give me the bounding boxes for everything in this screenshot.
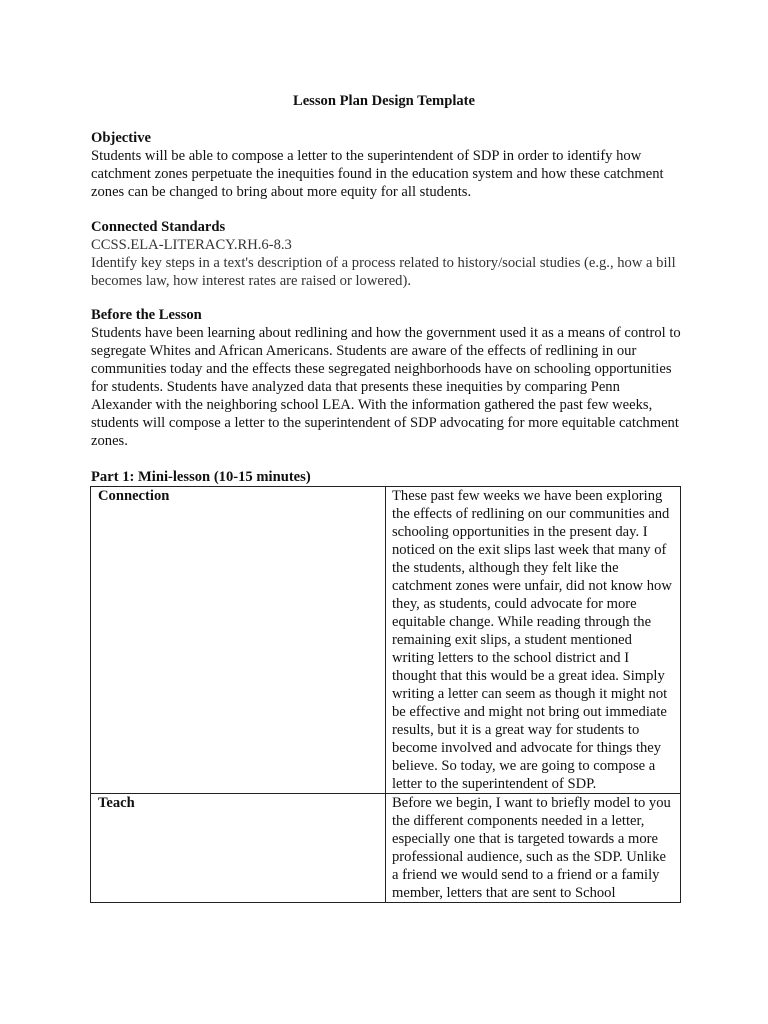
- before-lesson-section: [91, 306, 681, 450]
- table-row: [91, 487, 681, 794]
- objective-text: Students will be able to compose a letter to the superintendent of SDP in order to identify how catchment zones perpetuate the inequities found in the education system and how these catchment zones can be changed to bring about more equity for all students.: [91, 148, 664, 200]
- before-lesson-text: Students have been learning about redlining and how the government used it as a means of control to segregate Whites and African Americans. Students are aware of the effects of redlining in our communities today and the effects these segregated neighborhoods have on schooling opportunities for students. Students have analyzed data that presents these inequities by comparing Penn Alexander with the neighboring school LEA. With the information gathered the past few weeks, students will compose a letter to the superintendent of SDP advocating for more equitable catchment zones.: [91, 325, 681, 449]
- teach-text: Before we begin, I want to briefly model to you the different components needed in a letter, especially one that is targeted towards a more professional audience, such as the SDP. Unlike a friend we would send to a friend or a family member, letters that are sent to School: [386, 794, 681, 903]
- part1-heading: Part 1: Mini-lesson (10-15 minutes): [91, 469, 311, 485]
- objective-section: [91, 129, 681, 201]
- before-lesson-heading: Before the Lesson: [91, 307, 202, 323]
- connected-standards-heading: Connected Standards: [91, 219, 226, 235]
- table-row: [91, 794, 681, 903]
- connected-standards-section: [91, 218, 681, 290]
- objective-heading: Objective: [91, 130, 151, 146]
- teach-label: Teach: [91, 794, 386, 903]
- standard-code: CCSS.ELA-LITERACY.RH.6-8.3: [91, 237, 292, 253]
- mini-lesson-table: [90, 486, 681, 903]
- standard-description: Identify key steps in a text's description of a process related to history/social studies (e.g., how a bill becomes law, how interest rates are raised or lowered).: [91, 255, 676, 289]
- connection-label: Connection: [91, 487, 386, 794]
- document-title: Lesson Plan Design Template: [292, 93, 476, 109]
- connection-text: These past few weeks we have been exploring the effects of redlining on our communities and schooling opportunities in the present day. I noticed on the exit slips last week that many of the students, although they felt like the catchment zones were unfair, did not know how they, as students, could advocate for more equitable change. While reading through the remaining exit slips, a student mentioned writing letters to the school district and I thought that this would be a great idea. Simply writing a letter can seem as though it might not be effective and might not bring out immediate results, but it is a great way for students to become involved and advocate for things they believe. So today, we are going to compose a letter to the superintendent of SDP.: [386, 487, 681, 794]
